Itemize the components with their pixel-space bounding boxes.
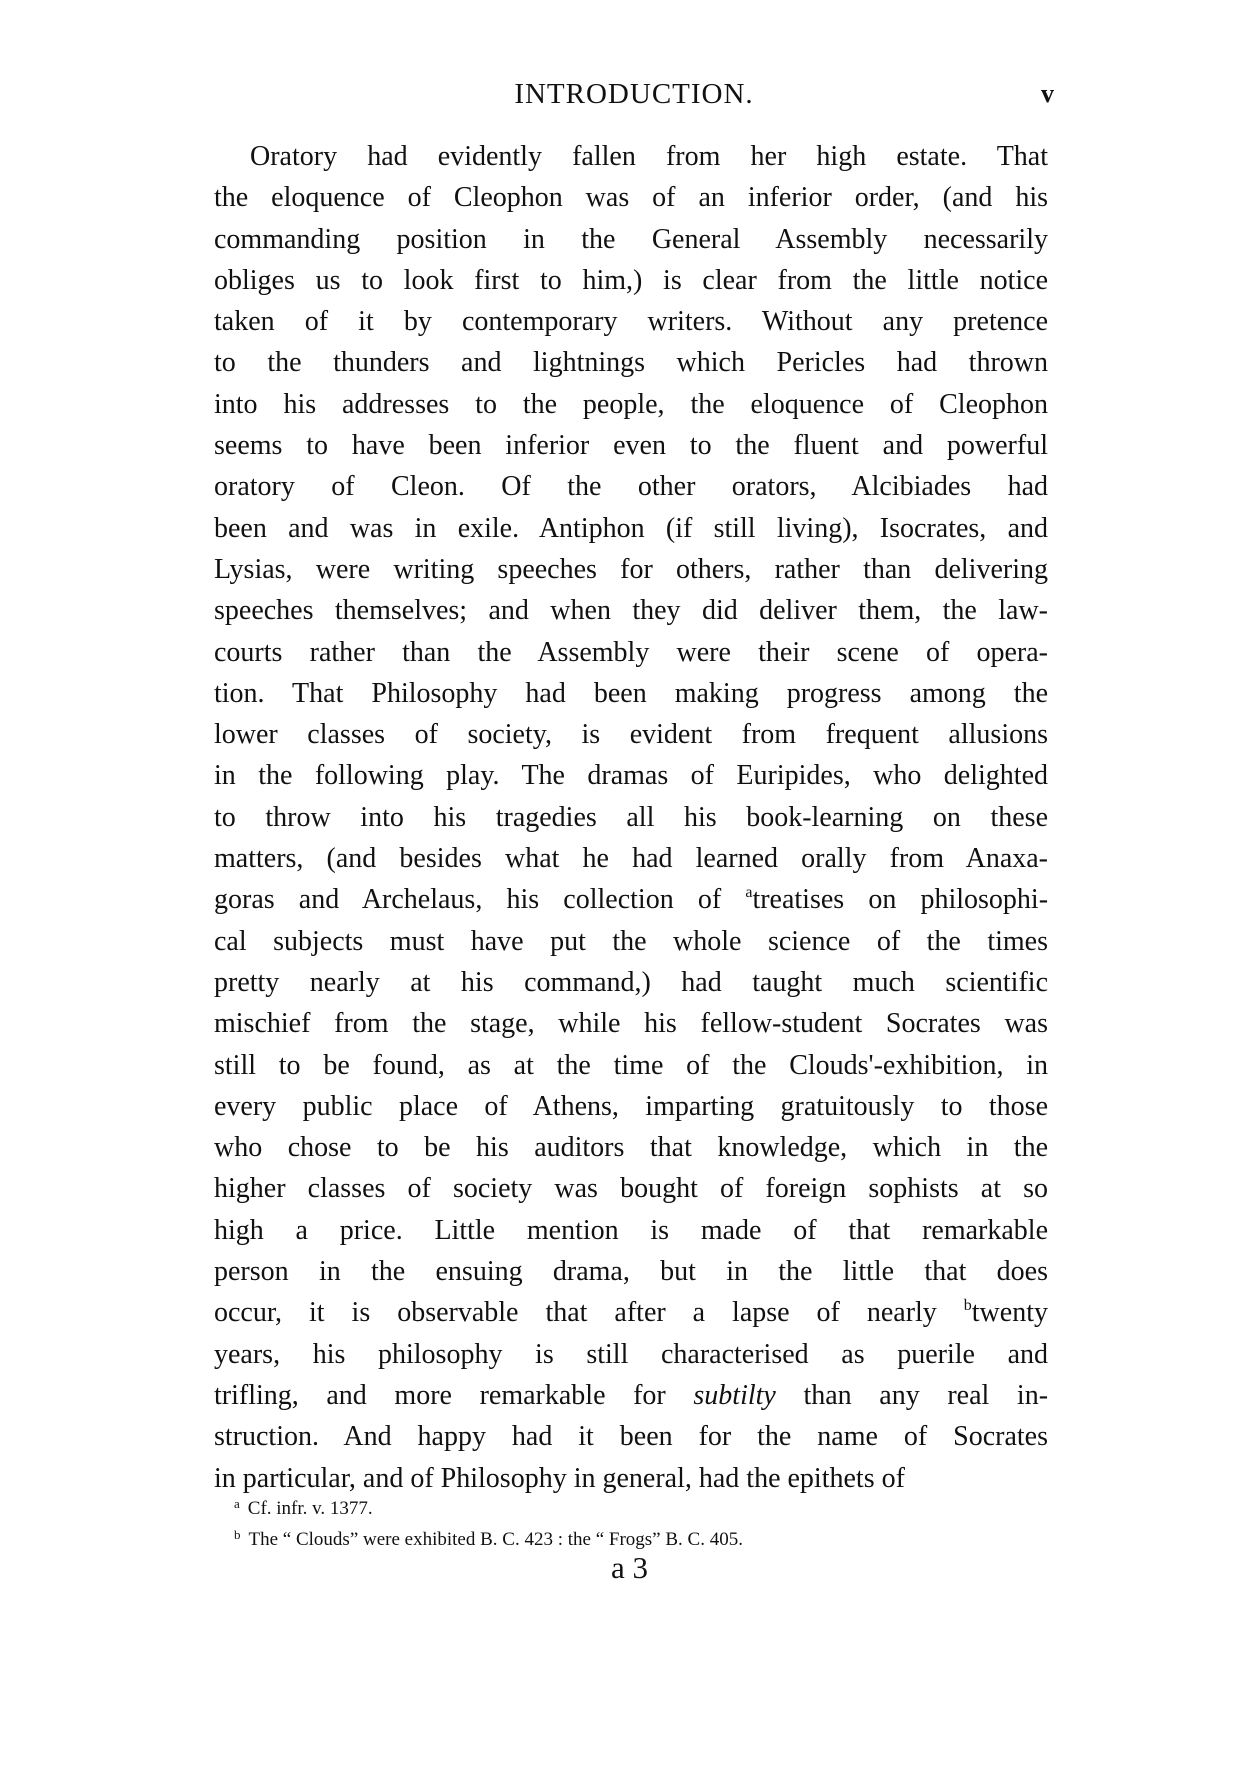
text-line: matters, (and besides what he had learned orally from Anaxa-	[214, 843, 1048, 875]
text-segment: goras and Archelaus, his collection of	[214, 884, 722, 916]
text-line: into his addresses to the people, the eloquence of Cleophon	[214, 388, 1048, 420]
footnote-text: Cf. infr. v. 1377.	[247, 1498, 373, 1519]
text-line: in the following play. The dramas of Euripides, who delighted	[214, 760, 1048, 792]
text-line-with-footnote	[214, 1292, 1048, 1333]
text-segment: treatises on philosophi-	[752, 884, 1048, 916]
text-segment: twenty	[971, 1297, 1048, 1329]
text-segment: than any real in-	[803, 1379, 1048, 1411]
footnotes	[234, 1493, 994, 1555]
running-head	[214, 74, 1054, 114]
text-line: commanding position in the General Assembly necessarily	[214, 223, 1048, 255]
text-line: pretty nearly at his command,) had taught much scientific	[214, 966, 1048, 998]
text-line: lower classes of society, is evident from frequent allusions	[214, 719, 1048, 751]
italic-word: subtilty	[693, 1379, 776, 1411]
text-line: the eloquence of Cleophon was of an inferior order, (and his	[214, 182, 1048, 214]
text-line: high a price. Little mention is made of that remarkable	[214, 1214, 1048, 1246]
text-line: years, his philosophy is still characterised as puerile and	[214, 1338, 1048, 1370]
text-line: to throw into his tragedies all his book-learning on these	[214, 801, 1048, 833]
footnote-ref-a: a	[745, 884, 753, 902]
text-segment: trifling, and more remarkable for	[214, 1379, 666, 1411]
text-line: Lysias, were writing speeches for others, rather than delivering	[214, 553, 1048, 585]
text-line: to the thunders and lightnings which Pericles had thrown	[214, 347, 1048, 379]
text-line: struction. And happy had it been for the name of Socrates	[214, 1421, 1048, 1453]
footnote-a	[234, 1493, 994, 1524]
text-line: every public place of Athens, imparting gratuitously to those	[214, 1090, 1048, 1122]
footnote-text: The “ Clouds” were exhibited B. C. 423 : the “ Frogs” B. C. 405.	[248, 1529, 743, 1550]
text-line: obliges us to look first to him,) is clear from the little notice	[214, 264, 1048, 296]
footnote-mark: a	[234, 1496, 240, 1511]
text-line: taken of it by contemporary writers. Without any pretence	[214, 306, 1048, 338]
text-line: seems to have been inferior even to the fluent and powerful	[214, 430, 1048, 462]
footnote-mark: b	[234, 1527, 241, 1542]
text-line: who chose to be his auditors that knowledge, which in the	[214, 1132, 1048, 1164]
footnote-ref-b: b	[963, 1297, 972, 1315]
page-title: INTRODUCTION.	[514, 78, 754, 110]
text-line: cal subjects must have put the whole science of the times	[214, 925, 1048, 957]
text-line: higher classes of society was bought of foreign sophists at so	[214, 1173, 1048, 1205]
text-line: still to be found, as at the time of the Clouds'-exhibition, in	[214, 1049, 1048, 1081]
text-line: person in the ensuing drama, but in the little that does	[214, 1256, 1048, 1288]
text-line: Oratory had evidently fallen from her high estate. That	[250, 141, 1048, 172]
text-line: in particular, and of Philosophy in general, had the epithets of	[214, 1462, 905, 1494]
text-line: been and was in exile. Antiphon (if still living), Isocrates, and	[214, 512, 1048, 544]
text-line: speeches themselves; and when they did deliver them, the law-	[214, 595, 1048, 627]
text-line: mischief from the stage, while his fellow-student Socrates was	[214, 1008, 1048, 1040]
text-line: tion. That Philosophy had been making progress among the	[214, 677, 1048, 709]
text-segment: occur, it is observable that after a lapse of nearly	[214, 1297, 937, 1329]
signature-mark: a 3	[610, 1550, 648, 1585]
text-line-with-italic	[214, 1375, 1048, 1416]
text-line-with-footnote	[214, 879, 1048, 920]
page-number: v	[1041, 79, 1054, 108]
body-text	[214, 136, 1048, 1499]
text-line: oratory of Cleon. Of the other orators, Alcibiades had	[214, 471, 1048, 503]
text-line: courts rather than the Assembly were their scene of opera-	[214, 636, 1048, 668]
